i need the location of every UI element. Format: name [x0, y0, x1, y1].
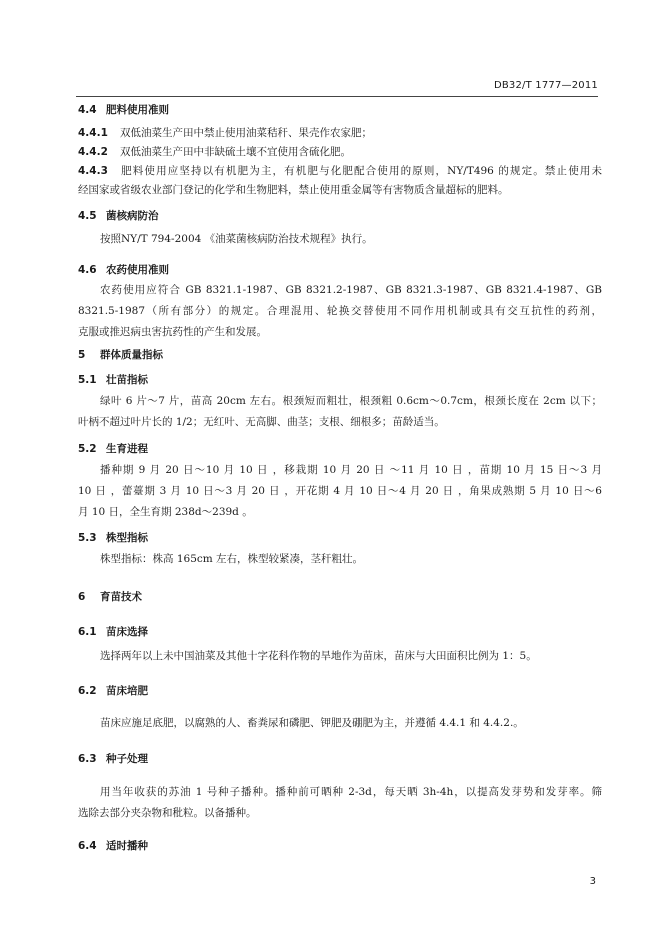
section-heading-4-6 [78, 262, 169, 277]
section-title: 苗床培肥 [106, 685, 148, 697]
clause-4-4-2 [78, 143, 602, 162]
paragraph-5-3 [78, 549, 602, 570]
paragraph-4-6 [78, 280, 602, 343]
paragraph-line: 播种期 9 月 20 日～10 月 10 日 ，移栽期 10 月 20 日 ～11 月 10 日 ，苗期 10 月 15 日～3 月 [100, 464, 602, 476]
clause-text: 双低油菜生产田中非缺硫土壤不宜使用含硫化肥。 [120, 146, 351, 158]
section-heading-6-2 [78, 683, 148, 698]
paragraph-line: 按照NY/T 794-2004 《油菜菌核病防治技术规程》执行。 [100, 233, 373, 245]
clause-number: 4.4.3 [78, 165, 108, 177]
paragraph-6-1 [78, 646, 602, 667]
section-heading-5-3 [78, 530, 148, 545]
paragraph-line: 10 日 ，蕾薹期 3 月 10 日～3 月 20 日 ，开花期 4 月 10 日～4 月 20 日 ，角果成熟期 5 月 10 日～6 [78, 485, 602, 497]
clause-text-line: 经国家或省级农业部门登记的化学和生物肥料，禁止使用重金属等有害物质含量超标的肥料。 [78, 183, 509, 196]
section-heading-4-5 [78, 208, 159, 223]
paragraph-line: 用当年收获的苏油 1 号种子播种。播种前可晒种 2-3d，每天晒 3h-4h，以提高发芽势和发芽率。筛 [100, 786, 602, 798]
paragraph-line: 叶柄不超过叶片长的 1/2；无红叶、无高脚、曲茎；支根、细根多；苗龄适当。 [78, 416, 445, 428]
paragraph-6-2 [78, 713, 602, 734]
section-number: 6 [78, 591, 86, 603]
section-number: 5 [78, 349, 86, 361]
section-title: 农药使用准则 [106, 264, 169, 276]
section-heading-6-4 [78, 838, 148, 853]
section-number: 6.1 [78, 626, 97, 638]
section-number: 4.5 [78, 210, 97, 222]
section-number: 5.3 [78, 532, 97, 544]
section-number: 6.4 [78, 840, 97, 852]
paragraph-line: 农药使用应符合 GB 8321.1-1987、GB 8321.2-1987、GB 8321.3-1987、GB 8321.4-1987、GB [100, 284, 602, 296]
section-number: 4.4 [78, 104, 97, 116]
section-heading-6 [78, 589, 142, 604]
section-heading-6-1 [78, 624, 148, 639]
section-heading-4-4 [78, 102, 169, 117]
section-title: 壮苗指标 [106, 374, 148, 386]
section-title: 育苗技术 [100, 591, 142, 603]
section-title: 菌核病防治 [106, 210, 159, 222]
section-number: 5.1 [78, 374, 97, 386]
paragraph-line: 8321.5-1987（所有部分）的规定。合理混用、轮换交替使用不同作用机制或具有交互抗性的药剂， [78, 305, 602, 317]
clause-number: 4.4.1 [78, 127, 108, 139]
paragraph-5-2 [78, 460, 602, 523]
paragraph-line: 选除去部分夹杂物和秕粒。以备播种。 [78, 807, 257, 819]
paragraph-4-5 [78, 229, 602, 250]
section-title: 生育进程 [106, 443, 148, 455]
paragraph-6-3 [78, 782, 602, 824]
paragraph-line: 选择两年以上未中国油菜及其他十字花科作物的旱地作为苗床，苗床与大田面积比例为 1：5。 [100, 650, 537, 662]
section-heading-5 [78, 347, 163, 362]
section-title: 肥料使用准则 [106, 104, 169, 116]
clause-text-line: 肥料使用应坚持以有机肥为主，有机肥与化肥配合使用的原则，NY/T496 的规定。禁止使用未 [120, 165, 602, 177]
section-title: 适时播种 [106, 840, 148, 852]
paragraph-line: 克服或推迟病虫害抗药性的产生和发展。 [78, 326, 267, 338]
section-number: 6.3 [78, 753, 97, 765]
clause-4-4-3 [78, 162, 602, 199]
section-title: 群体质量指标 [100, 349, 163, 361]
header-rule [76, 96, 598, 97]
section-heading-5-1 [78, 372, 148, 387]
paragraph-line: 绿叶 6 片～7 片，苗高 20cm 左右。根颈短而粗壮，根颈粗 0.6cm～0.7cm，根颈长度在 2cm 以下； [100, 395, 602, 407]
clause-text: 双低油菜生产田中禁止使用油菜秸秆、果壳作农家肥； [120, 127, 372, 139]
paragraph-line: 株型指标：株高 165cm 左右，株型较紧凑，茎秆粗壮。 [100, 553, 364, 565]
clause-number: 4.4.2 [78, 146, 108, 158]
section-title: 种子处理 [106, 753, 148, 765]
section-number: 4.6 [78, 264, 97, 276]
paragraph-5-1 [78, 391, 602, 433]
section-heading-5-2 [78, 441, 148, 456]
page-number: 3 [589, 876, 596, 887]
paragraph-line: 月 10 日，全生育期 238d～239d 。 [78, 506, 253, 518]
section-title: 苗床选择 [106, 626, 148, 638]
standard-code: DB32/T 1777—2011 [493, 80, 598, 91]
section-heading-6-3 [78, 751, 148, 766]
section-title: 株型指标 [106, 532, 148, 544]
clause-4-4-1 [78, 124, 602, 143]
section-number: 6.2 [78, 685, 97, 697]
paragraph-line: 苗床应施足底肥，以腐熟的人、畜粪尿和磷肥、钾肥及硼肥为主，并遵循 4.4.1 和 4.4.2.。 [100, 717, 524, 729]
section-number: 5.2 [78, 443, 97, 455]
